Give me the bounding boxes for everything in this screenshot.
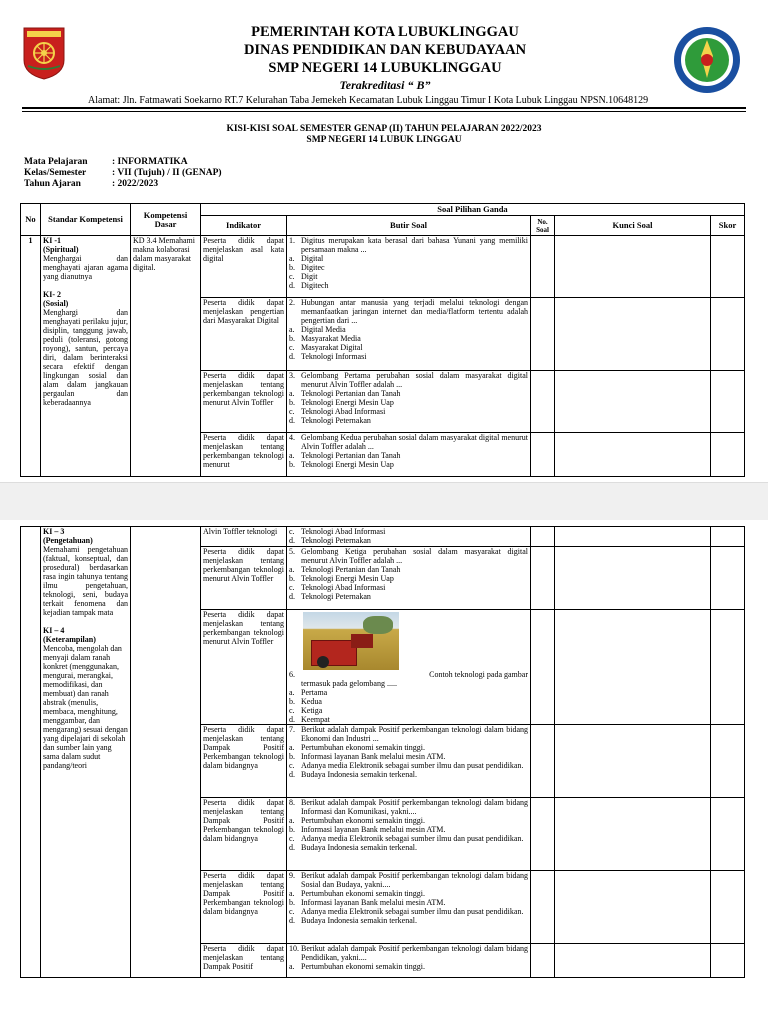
answer-option: a. Pertumbuhan ekonomi semakin tinggi. <box>289 889 425 898</box>
kompetensi-dasar-cell <box>131 527 201 978</box>
header-address: Alamat: Jln. Fatmawati Soekarno RT.7 Kelurahan Taba Jemekeh Kecamatan Lubuk Linggau Timur I Kota Lubuk Linggau NPSN.10648129 <box>88 95 649 106</box>
answer-option: c. Teknologi Abad Informasi <box>289 407 386 416</box>
page-1 <box>0 0 768 482</box>
document-title: KISI-KISI SOAL SEMESTER GENAP (II) TAHUN PELAJARAN 2022/2023 <box>226 124 542 134</box>
indikator-cell: Peserta didik dapat menjelaskan tentang Dampak Positif <box>201 944 287 978</box>
answer-option: a. Pertumbuhan ekonomi semakin tinggi. <box>289 743 425 752</box>
indikator-cell: Peserta didik dapat menjelaskan tentang perkembangan teknologi menurut Alvin Toffler <box>201 547 287 610</box>
table-row <box>21 527 745 547</box>
ki4-title: KI – 4 <box>43 626 65 635</box>
header-department: DINAS PENDIDIKAN DAN KEBUDAYAAN <box>243 42 527 58</box>
answer-option: d. Teknologi Informasi <box>289 352 367 361</box>
kunci-soal-cell <box>555 944 711 978</box>
kunci-soal-cell <box>555 527 711 547</box>
butir-soal-cell <box>287 944 531 978</box>
question-stem: 1. Digitus merupakan kata berasal dari bahasa Yunani yang memiliki persamaan makna ... <box>289 236 528 254</box>
header-standar-kompetensi: Standar Kompetensi <box>41 204 131 236</box>
answer-option: b. Masyarakat Media <box>289 334 361 343</box>
kunci-soal-cell <box>555 798 711 871</box>
butir-soal-cell <box>287 725 531 798</box>
row-number: 1 <box>21 236 41 477</box>
question-stem: 7. Berikut adalah dampak Positif perkembangan teknologi dalam bidang Ekonomi dan Industri ... <box>289 725 528 743</box>
butir-soal-cell <box>287 547 531 610</box>
answer-option: c. Masyarakat Digital <box>289 343 363 352</box>
ki1-title: KI -1 <box>43 236 61 245</box>
no-soal-cell <box>531 798 555 871</box>
kunci-soal-cell <box>555 433 711 477</box>
kunci-soal-cell <box>555 610 711 725</box>
answer-option: c. Teknologi Abad Informasi <box>289 527 386 536</box>
answer-option: c. Ketiga <box>289 706 323 715</box>
question-stem: 8. Berikut adalah dampak Positif perkembangan teknologi dalam bidang Informasi dan Komunikasi, yakni.... <box>289 798 528 816</box>
meta-label: Mata Pelajaran <box>24 157 88 167</box>
answer-option: b. Teknologi Energi Mesin Uap <box>289 460 394 469</box>
butir-soal-cell <box>287 236 531 298</box>
indikator-cell: Peserta didik dapat menjelaskan tentang perkembangan teknologi menurut Alvin Toffler <box>201 371 287 433</box>
header-soal-pilihan-ganda: Soal Pilihan Ganda <box>201 204 745 216</box>
meta-value: : INFORMATIKA <box>112 157 188 167</box>
answer-option: a. Teknologi Pertanian dan Tanah <box>289 565 401 574</box>
header-school: SMP NEGERI 14 LUBUKLINGGAU <box>268 60 502 76</box>
answer-option: d. Teknologi Peternakan <box>289 416 371 425</box>
header-rule-thick <box>22 107 746 109</box>
table-row <box>21 236 745 298</box>
ki2-subtitle: (Sosial) <box>43 299 69 308</box>
no-soal-cell <box>531 610 555 725</box>
skor-cell <box>711 610 745 725</box>
meta-row <box>24 179 222 190</box>
kompetensi-dasar-cell: KD 3.4 Memahami makna kolaborasi dalam masyarakat digital. <box>131 236 201 477</box>
kunci-soal-cell <box>555 725 711 798</box>
question-stem: 9. Berikut adalah dampak Positif perkembangan teknologi dalam bidang Sosial dan Budaya, yakni.... <box>289 871 528 889</box>
meta-value: : 2022/2023 <box>112 179 159 189</box>
butir-soal-cell <box>287 371 531 433</box>
ki3-subtitle: (Pengetahuan) <box>43 536 93 545</box>
no-soal-cell <box>531 871 555 944</box>
answer-option: b. Informasi layanan Bank melalui mesin ATM. <box>289 898 446 907</box>
no-soal-cell <box>531 527 555 547</box>
skor-cell <box>711 236 745 298</box>
indikator-cell: Peserta didik dapat menjelaskan pengertian dari Masyarakat Digital <box>201 298 287 371</box>
indikator-cell: Peserta didik dapat menjelaskan tentang perkembangan teknologi menurut <box>201 433 287 477</box>
header-indikator: Indikator <box>201 216 287 236</box>
question-stem-cont: termasuk pada gelombang ..... <box>301 679 397 688</box>
question-stem: 6. Contoh teknologi pada gambar <box>289 670 528 679</box>
header-kunci-soal: Kunci Soal <box>555 216 711 236</box>
answer-option: c. Adanya media Elektronik sebagai sumber ilmu dan pusat pendidikan. <box>289 907 524 916</box>
indikator-cell: Peserta didik dapat menjelaskan tentang Dampak Positif Perkembangan teknologi dalam bidangnya <box>201 725 287 798</box>
butir-soal-cell <box>287 527 531 547</box>
kunci-soal-cell <box>555 298 711 371</box>
answer-option: b. Informasi layanan Bank melalui mesin ATM. <box>289 752 446 761</box>
ki4-subtitle: (Keterampilan) <box>43 635 96 644</box>
header-rule-thin <box>22 111 746 112</box>
question-stem: 5. Gelombang Ketiga perubahan sosial dalam masyarakat digital menurut Alvin Toffler adalah ... <box>289 547 528 565</box>
header-government: PEMERINTAH KOTA LUBUKLINGGAU <box>251 24 519 40</box>
answer-option: c. Adanya media Elektronik sebagai sumber ilmu dan pusat pendidikan. <box>289 834 524 843</box>
answer-option: a. Pertumbuhan ekonomi semakin tinggi. <box>289 962 425 971</box>
skor-cell <box>711 527 745 547</box>
skor-cell <box>711 547 745 610</box>
document-subtitle: SMP NEGERI 14 LUBUK LINGGAU <box>306 135 462 145</box>
question-stem: 2. Hubungan antar manusia yang terjadi melalui teknologi dengan memanfaatkan jaringan internet dan media/flatform tertentu adalah pengertian dari ... <box>289 298 528 325</box>
answer-option: b. Digitec <box>289 263 325 272</box>
no-soal-cell <box>531 371 555 433</box>
butir-soal-cell <box>287 298 531 371</box>
header-no-soal: No. Soal <box>531 216 555 236</box>
question-stem: 3. Gelombang Pertama perubahan sosial dalam masyarakat digital menurut Alvin Toffler adalah ... <box>289 371 528 389</box>
skor-cell <box>711 798 745 871</box>
question-grid-table-continued <box>20 526 745 978</box>
answer-option: d. Budaya Indonesia semakin terkenal. <box>289 770 417 779</box>
header-no: No <box>21 204 41 236</box>
header-butir-soal: Butir Soal <box>287 216 531 236</box>
answer-option: b. Informasi layanan Bank melalui mesin ATM. <box>289 825 446 834</box>
page-gap <box>0 482 768 522</box>
skor-cell <box>711 433 745 477</box>
skor-cell <box>711 371 745 433</box>
header-kompetensi-dasar: Kompetensi Dasar <box>131 204 201 236</box>
answer-option: a. Digital Media <box>289 325 346 334</box>
butir-soal-cell <box>287 798 531 871</box>
meta-label: Tahun Ajaran <box>24 179 81 189</box>
ki1-text: Menghargai dan menghayati ajaran agama yang dianutnya <box>43 254 128 281</box>
butir-soal-cell <box>287 433 531 477</box>
answer-option: d. Keempat <box>289 715 330 724</box>
skor-cell <box>711 725 745 798</box>
answer-option: c. Teknologi Abad Informasi <box>289 583 386 592</box>
school-emblem-logo <box>673 26 741 94</box>
kunci-soal-cell <box>555 547 711 610</box>
ki3-text: Memahami pengetahuan (faktual, konseptual, dan prosedural) berdasarkan rasa ingin tahunya tentang ilmu pengetahuan, teknologi, seni, budaya terkait fenomena dan kejadian tampak mata <box>43 545 128 617</box>
butir-soal-cell <box>287 871 531 944</box>
answer-option: a. Pertama <box>289 688 328 697</box>
question-grid-table <box>20 203 745 477</box>
row-number <box>21 527 41 978</box>
answer-option: c. Digit <box>289 272 318 281</box>
no-soal-cell <box>531 725 555 798</box>
meta-row <box>24 157 222 168</box>
answer-option: b. Kedua <box>289 697 322 706</box>
standar-kompetensi-cell <box>41 236 131 477</box>
answer-option: a. Pertumbuhan ekonomi semakin tinggi. <box>289 816 425 825</box>
skor-cell <box>711 871 745 944</box>
ki2-text: Menghargi dan menghayati perilaku jujur, disiplin, tanggung jawab, peduli (toleransi, gotong royong), santun, percaya diri, dalam berinteraksi secara efektif dengan lingkungan sosial dan alam dalam jangkauan pergaulan dan keberadaannya <box>43 308 128 407</box>
document-meta <box>24 157 222 190</box>
no-soal-cell <box>531 298 555 371</box>
standar-kompetensi-cell <box>41 527 131 978</box>
indikator-cell: Peserta didik dapat menjelaskan asal kata digital <box>201 236 287 298</box>
answer-option: d. Budaya Indonesia semakin terkenal. <box>289 843 417 852</box>
answer-option: d. Teknologi Peternakan <box>289 536 371 545</box>
answer-option: a. Teknologi Pertanian dan Tanah <box>289 451 401 460</box>
answer-option: b. Teknologi Energi Mesin Uap <box>289 574 394 583</box>
no-soal-cell <box>531 944 555 978</box>
answer-option: b. Teknologi Energi Mesin Uap <box>289 398 394 407</box>
indikator-cell: Peserta didik dapat menjelaskan tentang perkembangan teknologi menurut Alvin Toffler <box>201 610 287 725</box>
skor-cell <box>711 944 745 978</box>
no-soal-cell <box>531 547 555 610</box>
meta-label: Kelas/Semester <box>24 168 87 178</box>
answer-option: d. Digitech <box>289 281 329 290</box>
kunci-soal-cell <box>555 236 711 298</box>
ki2-title: KI- 2 <box>43 290 61 299</box>
harvester-photo <box>303 612 399 670</box>
ki3-title: KI – 3 <box>43 527 65 536</box>
header-skor: Skor <box>711 216 745 236</box>
kunci-soal-cell <box>555 871 711 944</box>
ki4-text: Mencoba, mengolah dan menyaji dalam ranah konkret (menggunakan, mengurai, merangkai, memodifikasi, dan membuat) dan ranah abstrak (menulis, membaca, menghitung, menggambar, dan mengarang) sesuai dengan yang dipelajari di sekolah dan sumber lain yang sama dalam sudut pandang/teori <box>43 644 128 770</box>
answer-option: a. Teknologi Pertanian dan Tanah <box>289 389 401 398</box>
indikator-cell: Alvin Toffler teknologi <box>201 527 287 547</box>
no-soal-cell <box>531 236 555 298</box>
no-soal-cell <box>531 433 555 477</box>
meta-row <box>24 168 222 179</box>
answer-option: d. Budaya Indonesia semakin terkenal. <box>289 916 417 925</box>
indikator-cell: Peserta didik dapat menjelaskan tentang Dampak Positif Perkembangan teknologi dalam bidangnya <box>201 798 287 871</box>
answer-option: d. Teknologi Peternakan <box>289 592 371 601</box>
answer-option: a. Digital <box>289 254 324 263</box>
ki1-subtitle: (Spiritual) <box>43 245 79 254</box>
skor-cell <box>711 298 745 371</box>
butir-soal-cell <box>287 610 531 725</box>
header-accreditation: Terakreditasi “ B” <box>339 78 431 92</box>
question-stem: 4. Gelombang Kedua perubahan sosial dalam masyarakat digital menurut Alvin Toffler adalah ... <box>289 433 528 451</box>
indikator-cell: Peserta didik dapat menjelaskan tentang Dampak Positif Perkembangan teknologi dalam bidangnya <box>201 871 287 944</box>
answer-option: c. Adanya media Elektronik sebagai sumber ilmu dan pusat pendidikan. <box>289 761 524 770</box>
meta-value: : VII (Tujuh) / II (GENAP) <box>112 168 222 178</box>
kunci-soal-cell <box>555 371 711 433</box>
question-stem: 10. Berikut adalah dampak Positif perkembangan teknologi dalam bidang Pendidikan, yakni.... <box>289 944 528 962</box>
city-emblem-logo <box>22 26 66 80</box>
